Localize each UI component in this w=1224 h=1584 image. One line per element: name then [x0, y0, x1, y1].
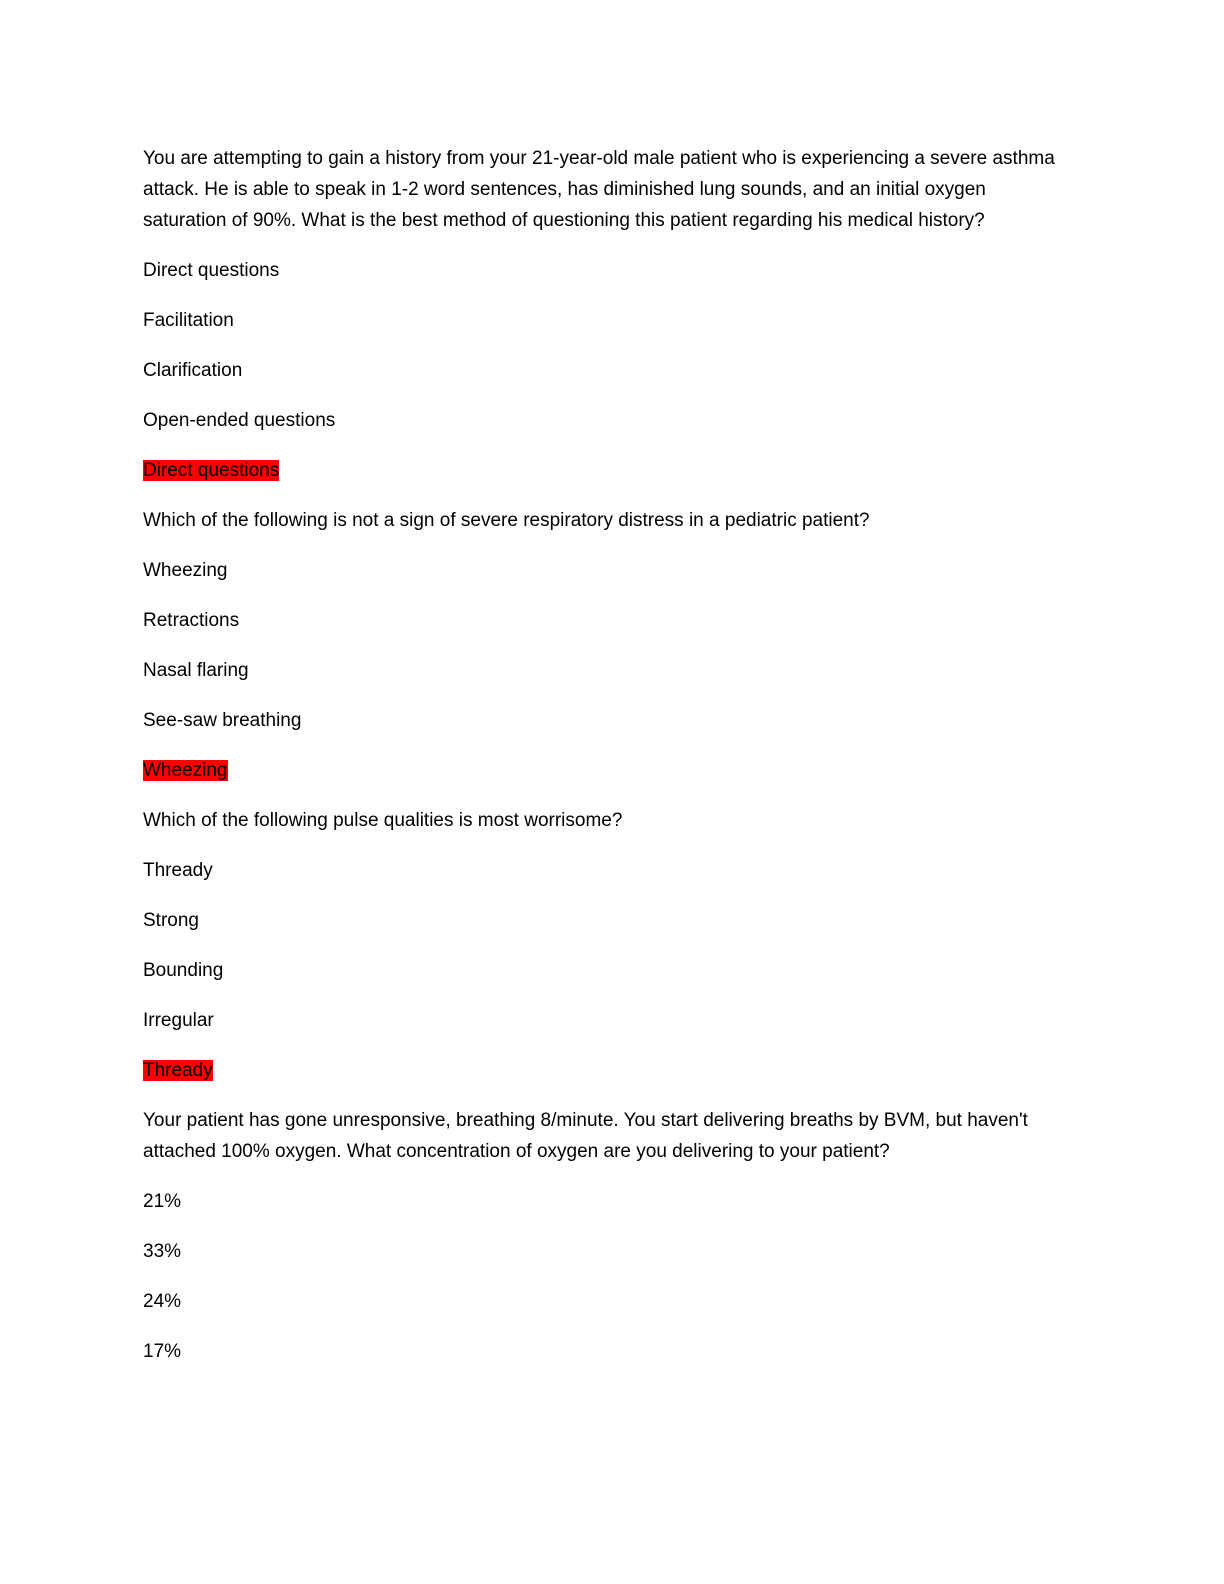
correct-answer-highlight: Thready: [143, 1060, 213, 1081]
answer-option: Wheezing: [143, 560, 228, 581]
answer-option: Clarification: [143, 360, 243, 381]
question-text: Which of the following pulse qualities is most worrisome?: [143, 810, 623, 831]
question-text: Your patient has gone unresponsive, breathing 8/minute. You start delivering breaths by BVM, but haven't attached 100% oxygen. What concentration of oxygen are you delivering to your patient?: [143, 1110, 1028, 1162]
answer-option: Irregular: [143, 1010, 214, 1031]
question-block: [143, 805, 1063, 1086]
answer-option: Direct questions: [143, 260, 280, 281]
question-block: [143, 1105, 1063, 1367]
correct-answer-highlight: Wheezing: [143, 760, 228, 781]
answer-option: 33%: [143, 1241, 182, 1262]
answer-option: Thready: [143, 860, 213, 881]
answer-option: Retractions: [143, 610, 240, 631]
answer-option: Strong: [143, 910, 199, 931]
question-text: Which of the following is not a sign of severe respiratory distress in a pediatric patient?: [143, 510, 870, 531]
correct-answer: [143, 755, 1063, 786]
question-block: [143, 505, 1063, 786]
answer-option: 21%: [143, 1191, 182, 1212]
answer-option: Facilitation: [143, 310, 234, 331]
correct-answer: [143, 1055, 1063, 1086]
correct-answer: [143, 455, 1063, 486]
answer-option: 17%: [143, 1341, 182, 1362]
answer-option: Bounding: [143, 960, 224, 981]
document-page: [143, 143, 1063, 1386]
answer-option: Open-ended questions: [143, 410, 336, 431]
question-block: [143, 143, 1063, 486]
correct-answer-highlight: Direct questions: [143, 460, 280, 481]
answer-option: 24%: [143, 1291, 182, 1312]
question-text: You are attempting to gain a history from your 21-year-old male patient who is experiencing a severe asthma attack. He is able to speak in 1-2 word sentences, has diminished lung sounds, and an initial oxygen saturation of 90%. What is the best method of questioning this patient regarding his medical history?: [143, 148, 1055, 231]
answer-option: See-saw breathing: [143, 710, 302, 731]
answer-option: Nasal flaring: [143, 660, 249, 681]
